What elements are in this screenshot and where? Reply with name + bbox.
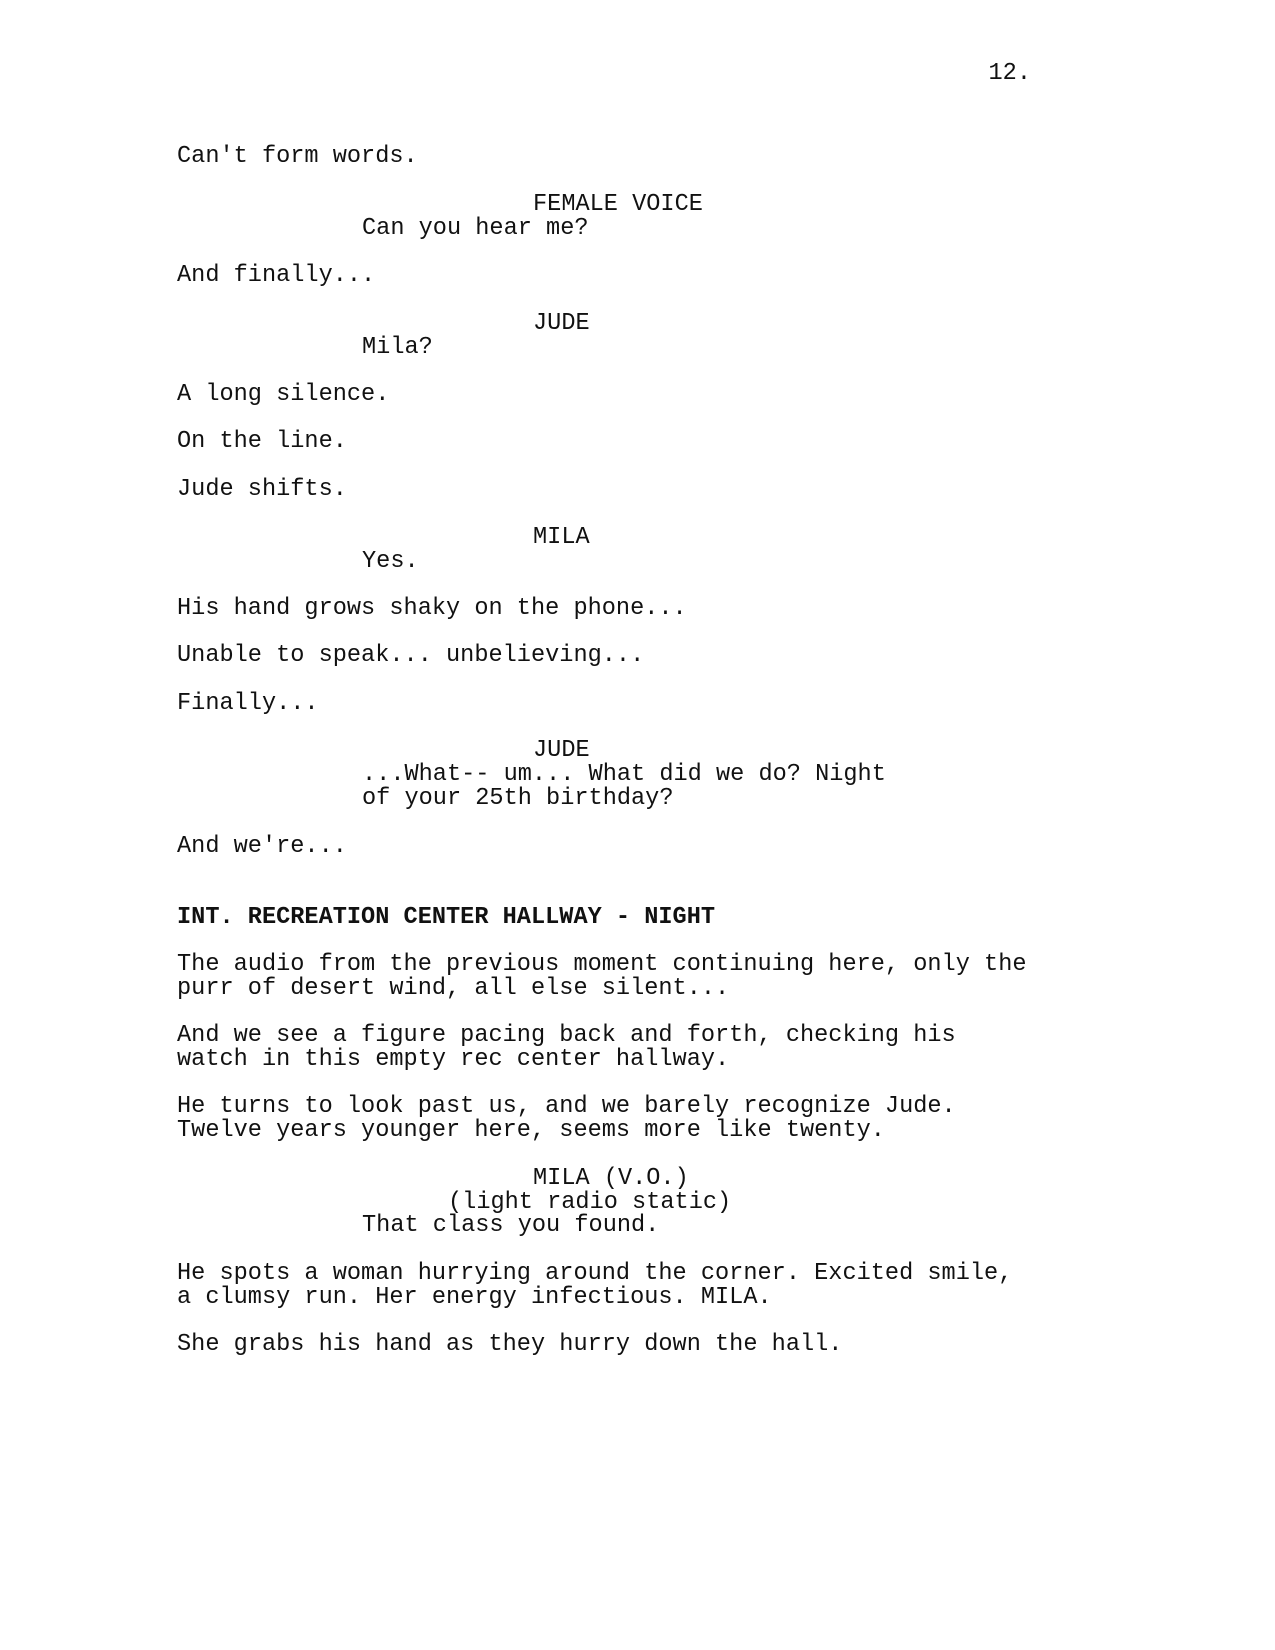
dialogue-line: Yes. (362, 548, 419, 575)
dialogue-line: of your 25th birthday? (362, 785, 674, 812)
character-name: FEMALE VOICE (533, 191, 703, 218)
character-name: JUDE (533, 310, 590, 337)
action-line: purr of desert wind, all else silent... (177, 975, 730, 1002)
action-line: A long silence. (177, 381, 390, 408)
action-line: Can't form words. (177, 143, 418, 170)
action-line: a clumsy run. Her energy infectious. MILA. (177, 1284, 772, 1311)
action-line: She grabs his hand as they hurry down the hall. (177, 1331, 843, 1358)
scene-heading: INT. RECREATION CENTER HALLWAY - NIGHT (177, 904, 716, 931)
action-line: And finally... (177, 262, 376, 289)
dialogue-line: That class you found. (362, 1212, 660, 1239)
action-line: And we see a figure pacing back and forth, checking his (177, 1022, 956, 1049)
character-name: JUDE (533, 737, 590, 764)
dialogue-line: Can you hear me? (362, 215, 589, 242)
action-line: On the line. (177, 428, 347, 455)
action-line: watch in this empty rec center hallway. (177, 1046, 730, 1073)
action-line: And we're... (177, 833, 347, 860)
action-line: He turns to look past us, and we barely recognize Jude. (177, 1093, 956, 1120)
action-line: Finally... (177, 690, 319, 717)
character-name: MILA (V.O.) (533, 1165, 689, 1192)
page-number: 12. (988, 60, 1031, 87)
dialogue-line: Mila? (362, 334, 433, 361)
action-line: He spots a woman hurrying around the corner. Excited smile, (177, 1260, 1013, 1287)
action-line: His hand grows shaky on the phone... (177, 595, 687, 622)
parenthetical: (light radio static) (448, 1189, 732, 1216)
action-line: Jude shifts. (177, 476, 347, 503)
character-name: MILA (533, 524, 590, 551)
action-line: The audio from the previous moment continuing here, only the (177, 951, 1027, 978)
action-line: Twelve years younger here, seems more like twenty. (177, 1117, 885, 1144)
action-line: Unable to speak... unbelieving... (177, 642, 645, 669)
dialogue-line: ...What-- um... What did we do? Night (362, 761, 886, 788)
